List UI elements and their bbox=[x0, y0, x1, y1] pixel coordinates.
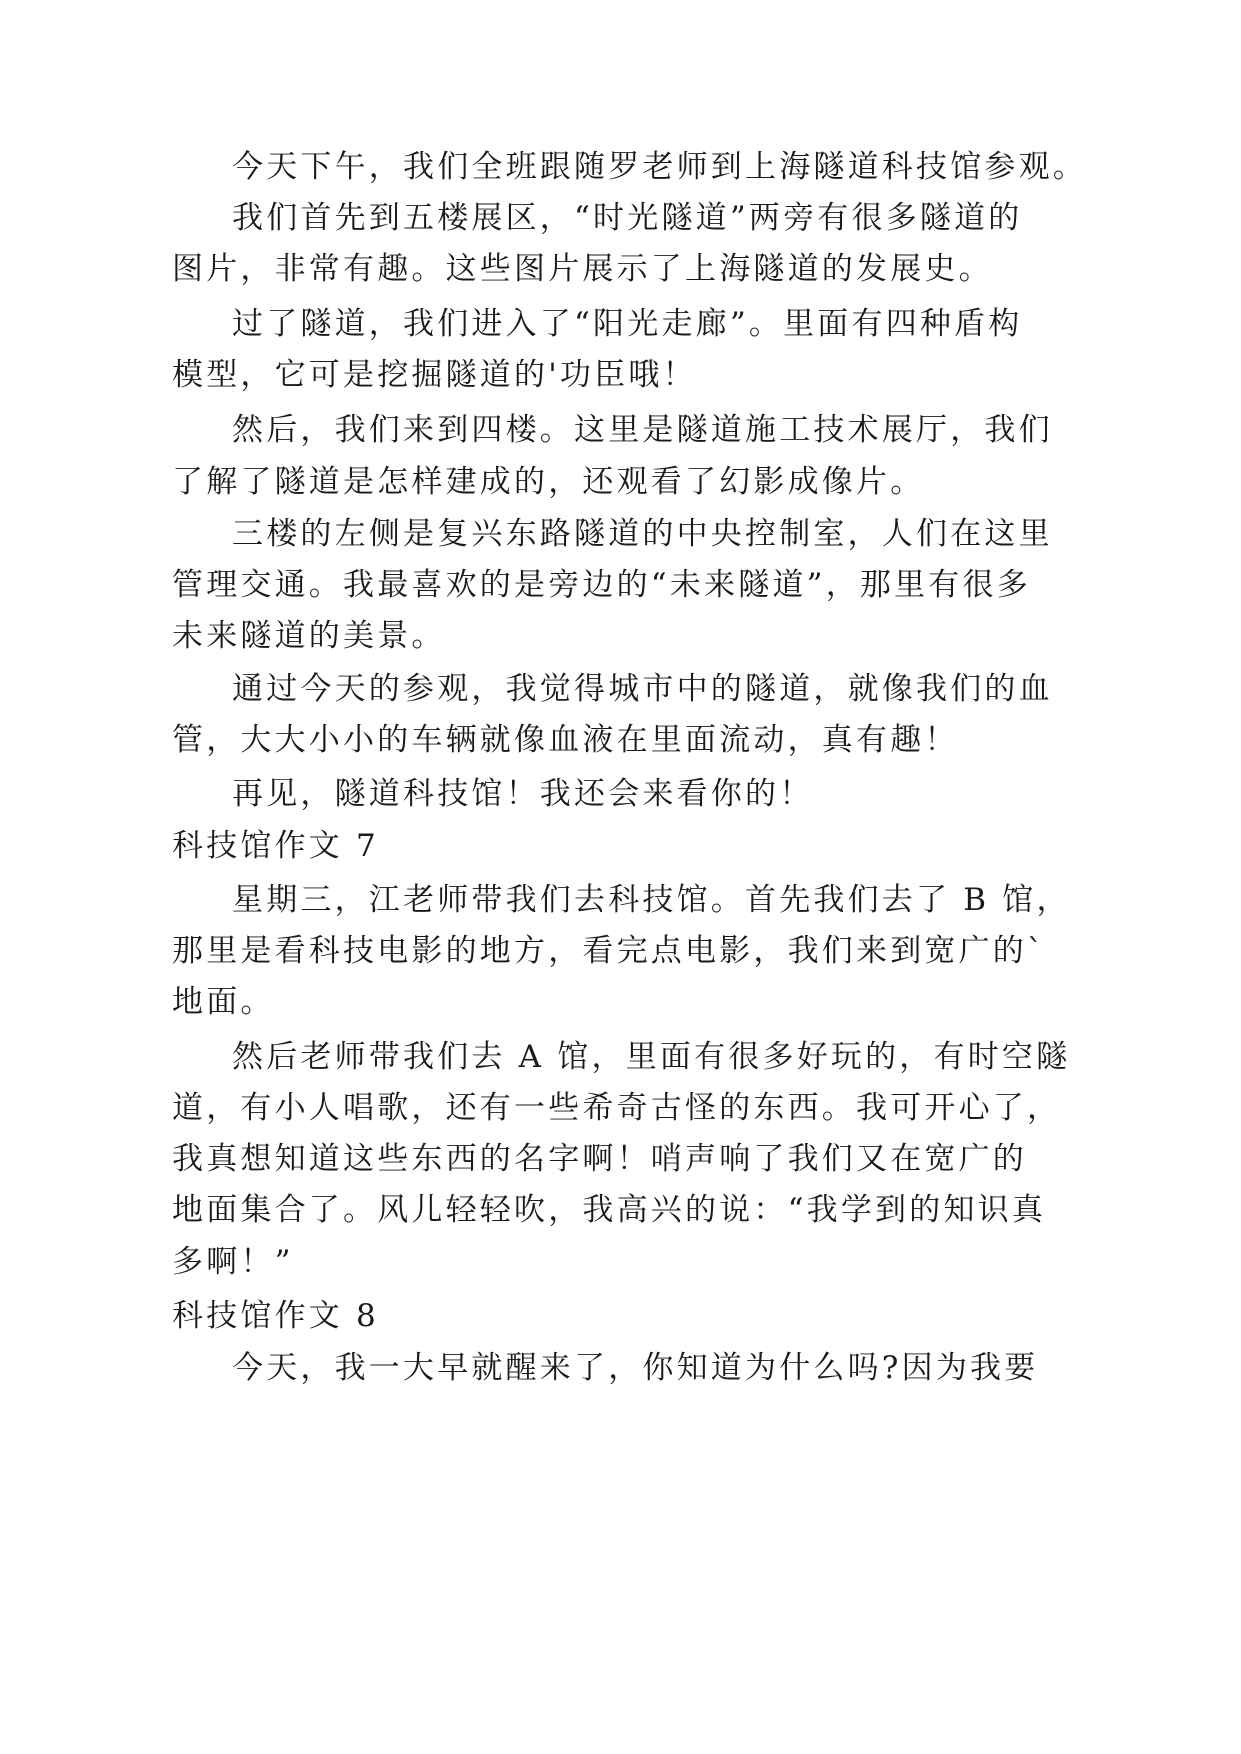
paragraph-line: 我真想知道这些东西的名字啊！哨声响了我们又在宽广的 bbox=[172, 1141, 1027, 1177]
paragraph-line: 了解了隧道是怎样建成的，还观看了幻影成像片。 bbox=[172, 464, 925, 500]
paragraph-line: 星期三，江老师带我们去科技馆。首先我们去了 B 馆， bbox=[232, 882, 1071, 918]
section-heading: 科技馆作文 7 bbox=[172, 828, 379, 864]
paragraph-line: 今天下午，我们全班跟随罗老师到上海隧道科技馆参观。 bbox=[232, 149, 1087, 185]
paragraph-line: 再见，隧道科技馆！我还会来看你的！ bbox=[232, 776, 814, 812]
paragraph-line: 那里是看科技电影的地方，看完点电影，我们来到宽广的` bbox=[172, 933, 1046, 969]
paragraph-line: 地面。 bbox=[172, 984, 275, 1020]
paragraph-line: 我们首先到五楼展区，“时光隧道”两旁有很多隧道的 bbox=[232, 200, 1023, 236]
paragraph-line: 地面集合了。风儿轻轻吹，我高兴的说：“我学到的知识真 bbox=[172, 1192, 1047, 1228]
paragraph-line: 通过今天的参观，我觉得城市中的隧道，就像我们的血 bbox=[232, 671, 1053, 707]
paragraph-line: 然后老师带我们去 A 馆，里面有很多好玩的，有时空隧 bbox=[232, 1039, 1071, 1075]
paragraph-line: 模型，它可是挖掘隧道的'功臣哦！ bbox=[172, 357, 697, 393]
paragraph-line: 管理交通。我最喜欢的是旁边的“未来隧道”，那里有很多 bbox=[172, 567, 1031, 603]
paragraph-line: 未来隧道的美景。 bbox=[172, 618, 446, 654]
paragraph-line: 图片，非常有趣。这些图片展示了上海隧道的发展史。 bbox=[172, 251, 993, 287]
paragraph-line: 管，大大小小的车辆就像血液在里面流动，真有趣！ bbox=[172, 722, 959, 758]
paragraph-line: 三楼的左侧是复兴东路隧道的中央控制室，人们在这里 bbox=[232, 516, 1053, 552]
paragraph-line: 然后，我们来到四楼。这里是隧道施工技术展厅，我们 bbox=[232, 412, 1053, 448]
paragraph-line: 过了隧道，我们进入了“阳光走廊”。里面有四种盾构 bbox=[232, 306, 1023, 342]
paragraph-line: 多啊！” bbox=[172, 1244, 294, 1280]
paragraph-line: 今天，我一大早就醒来了，你知道为什么吗?因为我要 bbox=[232, 1350, 1039, 1386]
paragraph-line: 道，有小人唱歌，还有一些希奇古怪的东西。我可开心了， bbox=[172, 1090, 1062, 1126]
section-heading: 科技馆作文 8 bbox=[172, 1298, 379, 1334]
